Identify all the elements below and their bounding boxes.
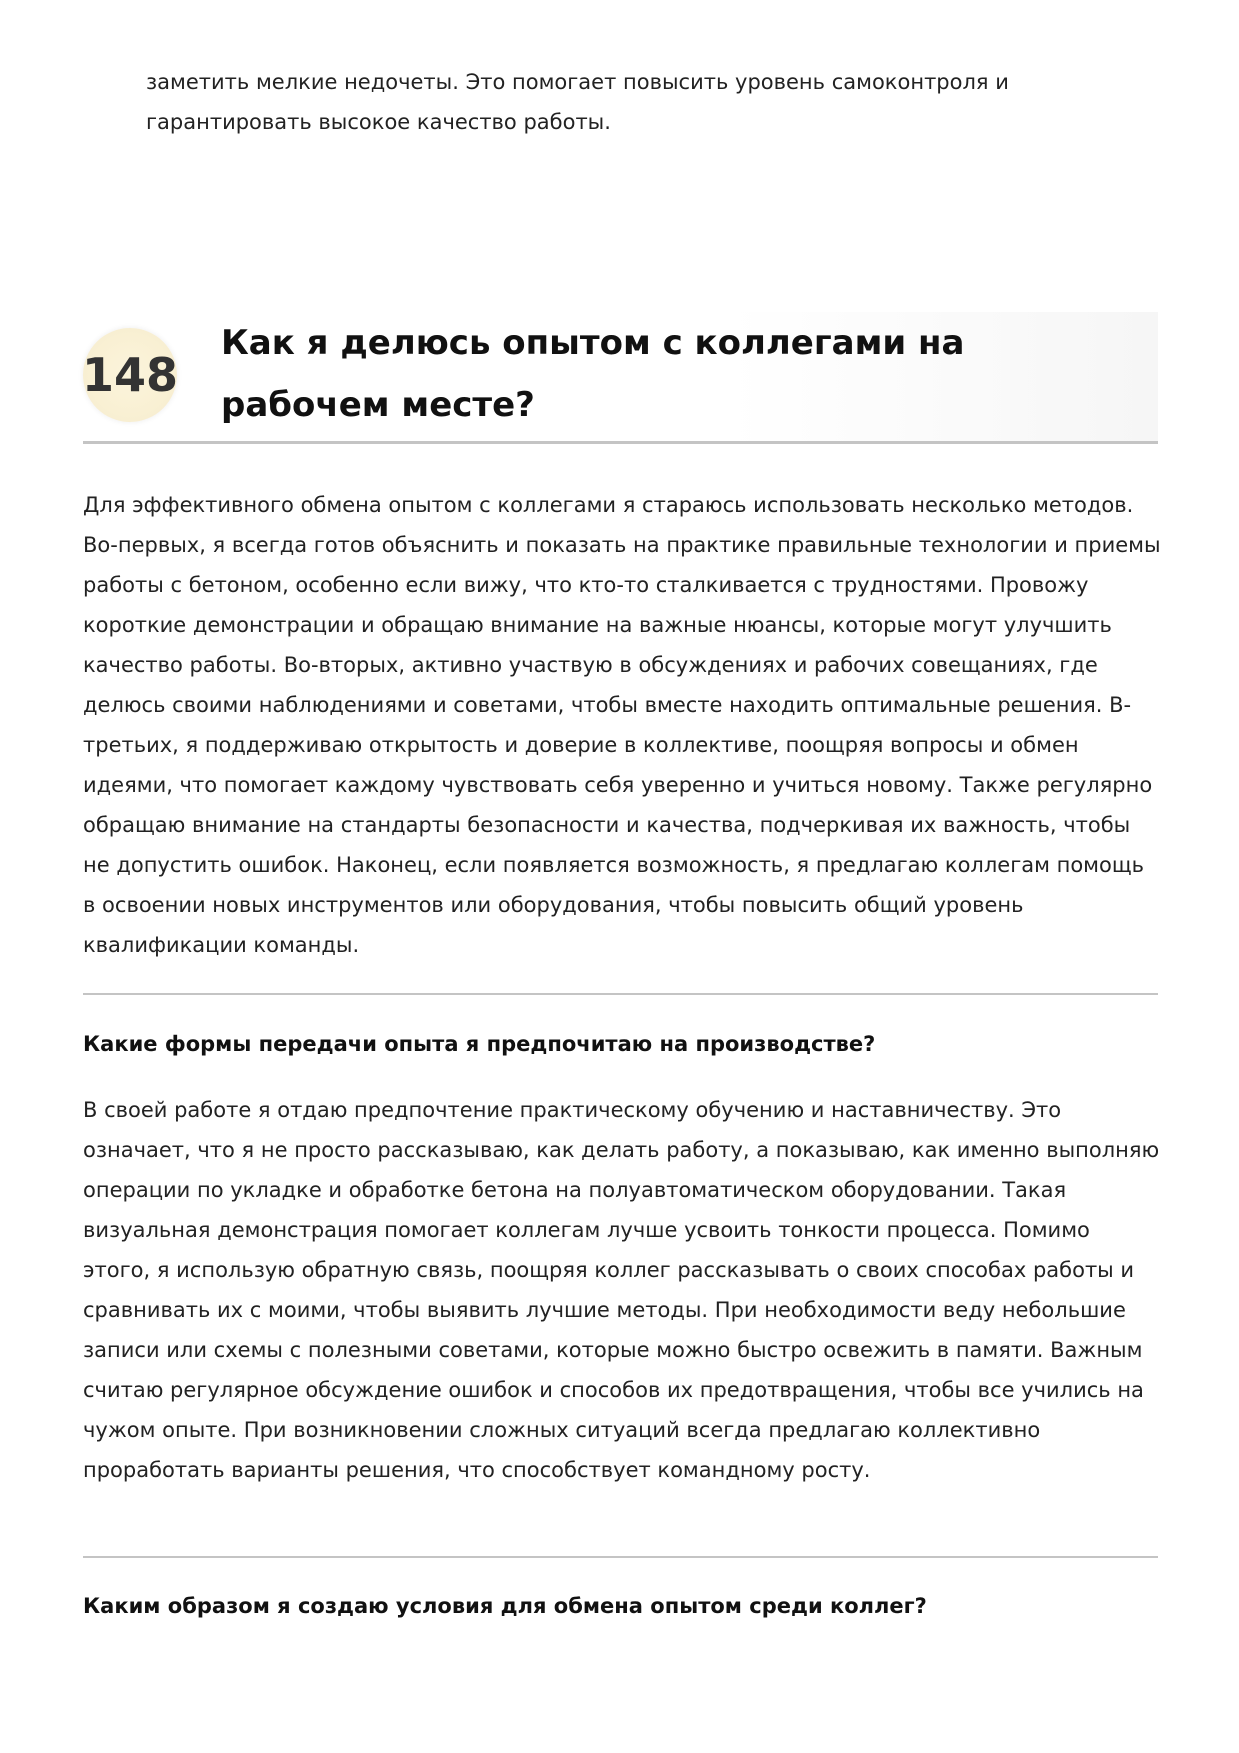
question-number: 148 bbox=[81, 348, 179, 402]
sub-question-answer: В своей работе я отдаю предпочтение практическому обучению и наставничеству. Это означает, что я не просто рассказываю, как делать работу, а показываю, как именно выполняю операции по укладке и обработке бетона на полуавтоматическом оборудовании. Такая визуальная демонстрация помогает коллегам лучше усвоить тонкости процесса. Помимо этого, я использую обратную связь, поощряя коллег рассказывать о своих способах работы и сравнивать их с моими, чтобы выявить лучшие методы. При необходимости веду небольшие записи или схемы с полезными советами, которые можно быстро освежить в памяти. Важным считаю регулярное обсуждение ошибок и способов их предотвращения, чтобы все учились на чужом опыте. При возникновении сложных ситуаций всегда предлагаю коллективно проработать варианты решения, что способствует командному росту. bbox=[83, 1098, 1160, 1482]
question-answer: Для эффективного обмена опытом с коллегами я стараюсь использовать несколько методов. Во-первых, я всегда готов объяснить и показать на практике правильные технологии и приемы работы с бетоном, особенно если вижу, что кто-то сталкивается с трудностями. Провожу короткие демонстрации и обращаю внимание на важные нюансы, которые могут улучшить качество работы. Во-вторых, активно участвую в обсуждениях и рабочих совещаниях, где делюсь своими наблюдениями и советами, чтобы вместе находить оптимальные решения. В-третьих, я поддерживаю открытость и доверие в коллективе, поощряя вопросы и обмен идеями, что помогает каждому чувствовать себя уверенно и учиться новому. Также регулярно обращаю внимание на стандарты безопасности и качества, подчеркивая их важность, чтобы не допустить ошибок. Наконец, если появляется возможность, я предлагаю коллегам помощь в освоении новых инструментов или оборудования, чтобы повысить общий уровень квалификации команды. bbox=[83, 493, 1161, 957]
divider bbox=[83, 1556, 1158, 1558]
sub-question-title: Каким образом я создаю условия для обмена опытом среди коллег? bbox=[83, 1594, 927, 1618]
question-number-badge bbox=[83, 328, 177, 422]
intro-paragraph: заметить мелкие недочеты. Это помогает повысить уровень самоконтроля и гарантировать высокое качество работы. bbox=[146, 70, 1009, 134]
sub-question-title: Какие формы передачи опыта я предпочитаю на производстве? bbox=[83, 1032, 876, 1056]
question-title: Как я делюсь опытом с коллегами на рабочем месте? bbox=[221, 323, 965, 425]
divider bbox=[83, 993, 1158, 995]
question-header bbox=[83, 312, 1158, 444]
